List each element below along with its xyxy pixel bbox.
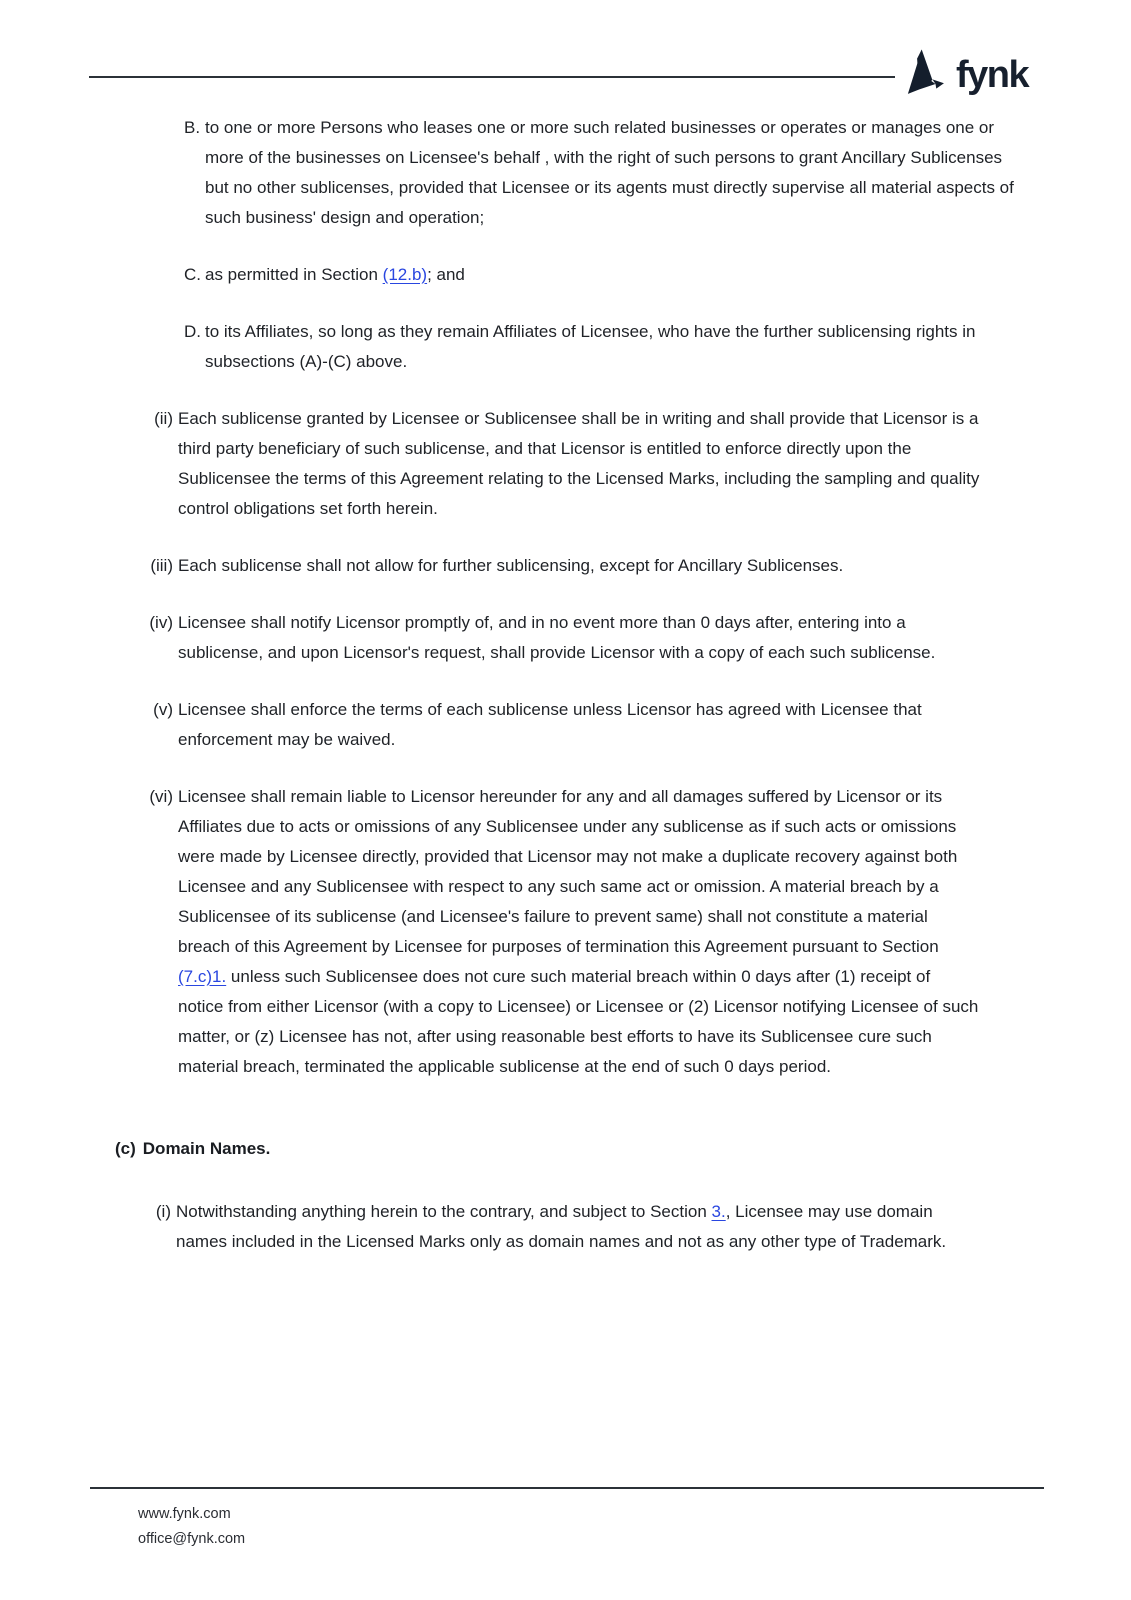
- section-reference-link[interactable]: (12.b): [382, 265, 428, 284]
- list-item-label: B.: [184, 118, 201, 137]
- section-reference-link[interactable]: (7.c)1.: [178, 967, 227, 986]
- list-item: [90, 317, 1041, 377]
- fynk-logo-text: fynk: [956, 54, 1029, 96]
- list-item-text: to one or more Persons who leases one or more such related businesses or operates or manages one or more of the businesses on Licensee's behalf , with the right of such persons to grant Ancillary Sublicenses but no other sublicenses, provided that Licensee or its agents must directly supervise all material aspects of such business' design and operation;: [205, 118, 1014, 227]
- list-item-label: (vi): [149, 787, 173, 806]
- list-item-text: to its Affiliates, so long as they remain Affiliates of Licensee, who have the further sublicensing rights in subsections (A)-(C) above.: [205, 322, 976, 371]
- list-item-text: Licensee shall notify Licensor promptly of, and in no event more than 0 days after, entering into a sublicense, and upon Licensor's request, shall provide Licensor with a copy of each such sublicense.: [178, 613, 936, 662]
- list-item: [90, 113, 1041, 233]
- section-heading-label: (c): [115, 1139, 136, 1158]
- list-item: [90, 782, 1041, 1082]
- list-item-text: Licensee shall remain liable to Licensor hereunder for any and all damages suffered by Licensor or its Affiliates due to acts or omissions of any Sublicensee under any sublicense as if such acts or omissions were made by Licensee directly, provided that Licensor may not make a duplicate recovery against both Licensee and any Sublicensee with respect to any such same act or omission. A material breach by a Sublicensee of its sublicense (and Licensee's failure to prevent same) shall not constitute a material breach of this Agreement by Licensee for purposes of termination this Agreement pursuant to Section (7.c)1. unless such Sublicensee does not cure such material breach within 0 days after (1) receipt of notice from either Licensor (with a copy to Licensee) or Licensee or (2) Licensor notifying Licensee of such matter, or (z) Licensee has not, after using reasonable best efforts to have its Sublicensee cure such material breach, terminated the applicable sublicense at the end of such 0 days period.: [178, 787, 979, 1076]
- section-heading-title: Domain Names.: [142, 1139, 271, 1158]
- list-item-text: Each sublicense shall not allow for further sublicensing, except for Ancillary Sublicenses.: [178, 556, 844, 575]
- list-item-label: D.: [184, 322, 201, 341]
- fynk-logo: [901, 44, 1028, 104]
- list-item: [90, 1197, 1041, 1257]
- list-item-text: Notwithstanding anything herein to the contrary, and subject to Section 3., Licensee may use domain names included in the Licensed Marks only as domain names and not as any other type of Trademark.: [176, 1202, 947, 1251]
- footer-email: office@fynk.com: [138, 1531, 246, 1547]
- footer-website: www.fynk.com: [138, 1506, 231, 1522]
- list-item-text: as permitted in Section (12.b); and: [205, 265, 465, 284]
- page-footer: [90, 1487, 1044, 1552]
- list-item-label: (v): [153, 700, 173, 719]
- list-item: [90, 260, 1041, 290]
- list-item-label: (iv): [149, 613, 173, 632]
- list-item-text: Each sublicense granted by Licensee or Sublicensee shall be in writing and shall provide that Licensor is a third party beneficiary of such sublicense, and that Licensor is entitled to enforce directly upon the Sublicensee the terms of this Agreement relating to the Licensed Marks, including the sampling and quality control obligations set forth herein.: [178, 409, 980, 518]
- list-item: [90, 695, 1041, 755]
- header-divider: [89, 76, 895, 78]
- list-item-label: C.: [184, 265, 201, 284]
- list-item: [90, 551, 1041, 581]
- list-item-label: (iii): [150, 556, 173, 575]
- list-item-label: (i): [155, 1202, 171, 1221]
- list-item-text: Licensee shall enforce the terms of each sublicense unless Licensor has agreed with Licensee that enforcement may be waived.: [178, 700, 922, 749]
- document-body: [0, 113, 1131, 1284]
- list-item: [90, 404, 1041, 524]
- section-heading: [90, 1134, 1041, 1164]
- list-item: [90, 608, 1041, 668]
- origami-bird-icon: [901, 45, 947, 103]
- section-reference-link[interactable]: 3.: [711, 1202, 726, 1221]
- list-item-label: (ii): [154, 409, 173, 428]
